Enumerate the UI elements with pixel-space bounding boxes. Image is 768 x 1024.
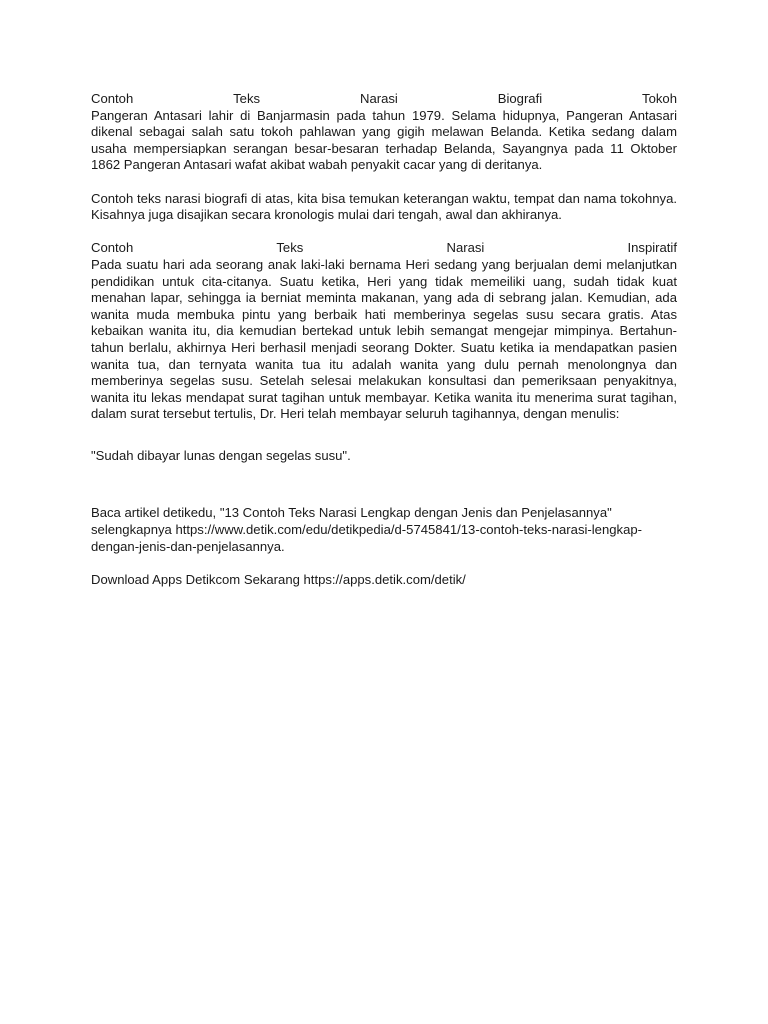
heading-inspirational <box>91 240 677 257</box>
biography-explanation: Contoh teks narasi biografi di atas, kita bisa temukan keterangan waktu, tempat dan nama tokohnya. Kisahnya juga disajikan secara kronologis mulai dari tengah, awal dan akhiranya. <box>91 190 677 223</box>
heading-word: Narasi <box>446 240 485 256</box>
heading-word: Contoh <box>91 240 134 256</box>
biography-body: Pangeran Antasari lahir di Banjarmasin pada tahun 1979. Selama hidupnya, Pangeran Antasari dikenal sebagai salah satu tokoh pahlawan yang gigih melawan Belanda. Ketika sedang dalam usaha mempersiapkan serangan besar-besaran terhadap Belanda, Sayangnya pada 11 Oktober 1862 Pangeran Antasari wafat akibat wabah penyakit cacar yang di deritanya. <box>91 107 677 173</box>
heading-word: Teks <box>233 91 261 106</box>
download-apps-line: Download Apps Detikcom Sekarang https://apps.detik.com/detik/ <box>91 572 466 588</box>
heading-word: Teks <box>276 240 304 256</box>
heading-word: Contoh <box>91 91 134 106</box>
section-biography <box>91 91 677 174</box>
heading-word: Inspiratif <box>627 240 677 256</box>
heading-word: Narasi <box>359 91 398 106</box>
heading-word: Tokoh <box>642 91 677 106</box>
document-page <box>91 91 677 589</box>
section-inspirational <box>91 240 677 423</box>
source-reference: Baca artikel detikedu, "13 Contoh Teks Narasi Lengkap dengan Jenis dan Penjelasannya" selengkapnya https://www.detik.com/edu/detikpedia/d-5745841/13-contoh-teks-narasi-lengkap-dengan-jenis-dan-penjelasannya. <box>91 505 642 554</box>
inspirational-body: Pada suatu hari ada seorang anak laki-laki bernama Heri sedang yang berjualan demi melanjutkan pendidikan untuk cita-citanya. Suatu ketika, Heri yang tidak memeiliki uang, sudah tidak kuat menahan lapar, sehingga ia berniat meminta makanan, yang ada di sebrang jalan. Kemudian, ada wanita muda membuka pintu yang berbaik hati memberinya segelas susu secara gratis. Atas kebaikan wanita itu, dia kemudian bertekad untuk lebih semangat mengejar mimpinya. Bertahun-tahun berlalu, akhirnya Heri berhasil menjadi seorang Dokter. Suatu ketika ia mendapatkan pasien wanita tua, dan ternyata wanita tua itu adalah wanita yang dulu pernah menolongnya dan memberinya segelas susu. Setelah selesai melakukan konsultasi dan pemeriksaan penyakitnya, wanita itu lekas mendapat surat tagihan untuk membayar. Ketika wanita itu menerima surat tagihan, dalam surat tersebut tertulis, Dr. Heri telah membayar seluruh tagihannya, dengan menulis: <box>91 256 677 422</box>
heading-biography <box>91 91 677 108</box>
heading-word: Biografi <box>497 91 543 106</box>
quote-text: "Sudah dibayar lunas dengan segelas susu". <box>91 447 351 463</box>
